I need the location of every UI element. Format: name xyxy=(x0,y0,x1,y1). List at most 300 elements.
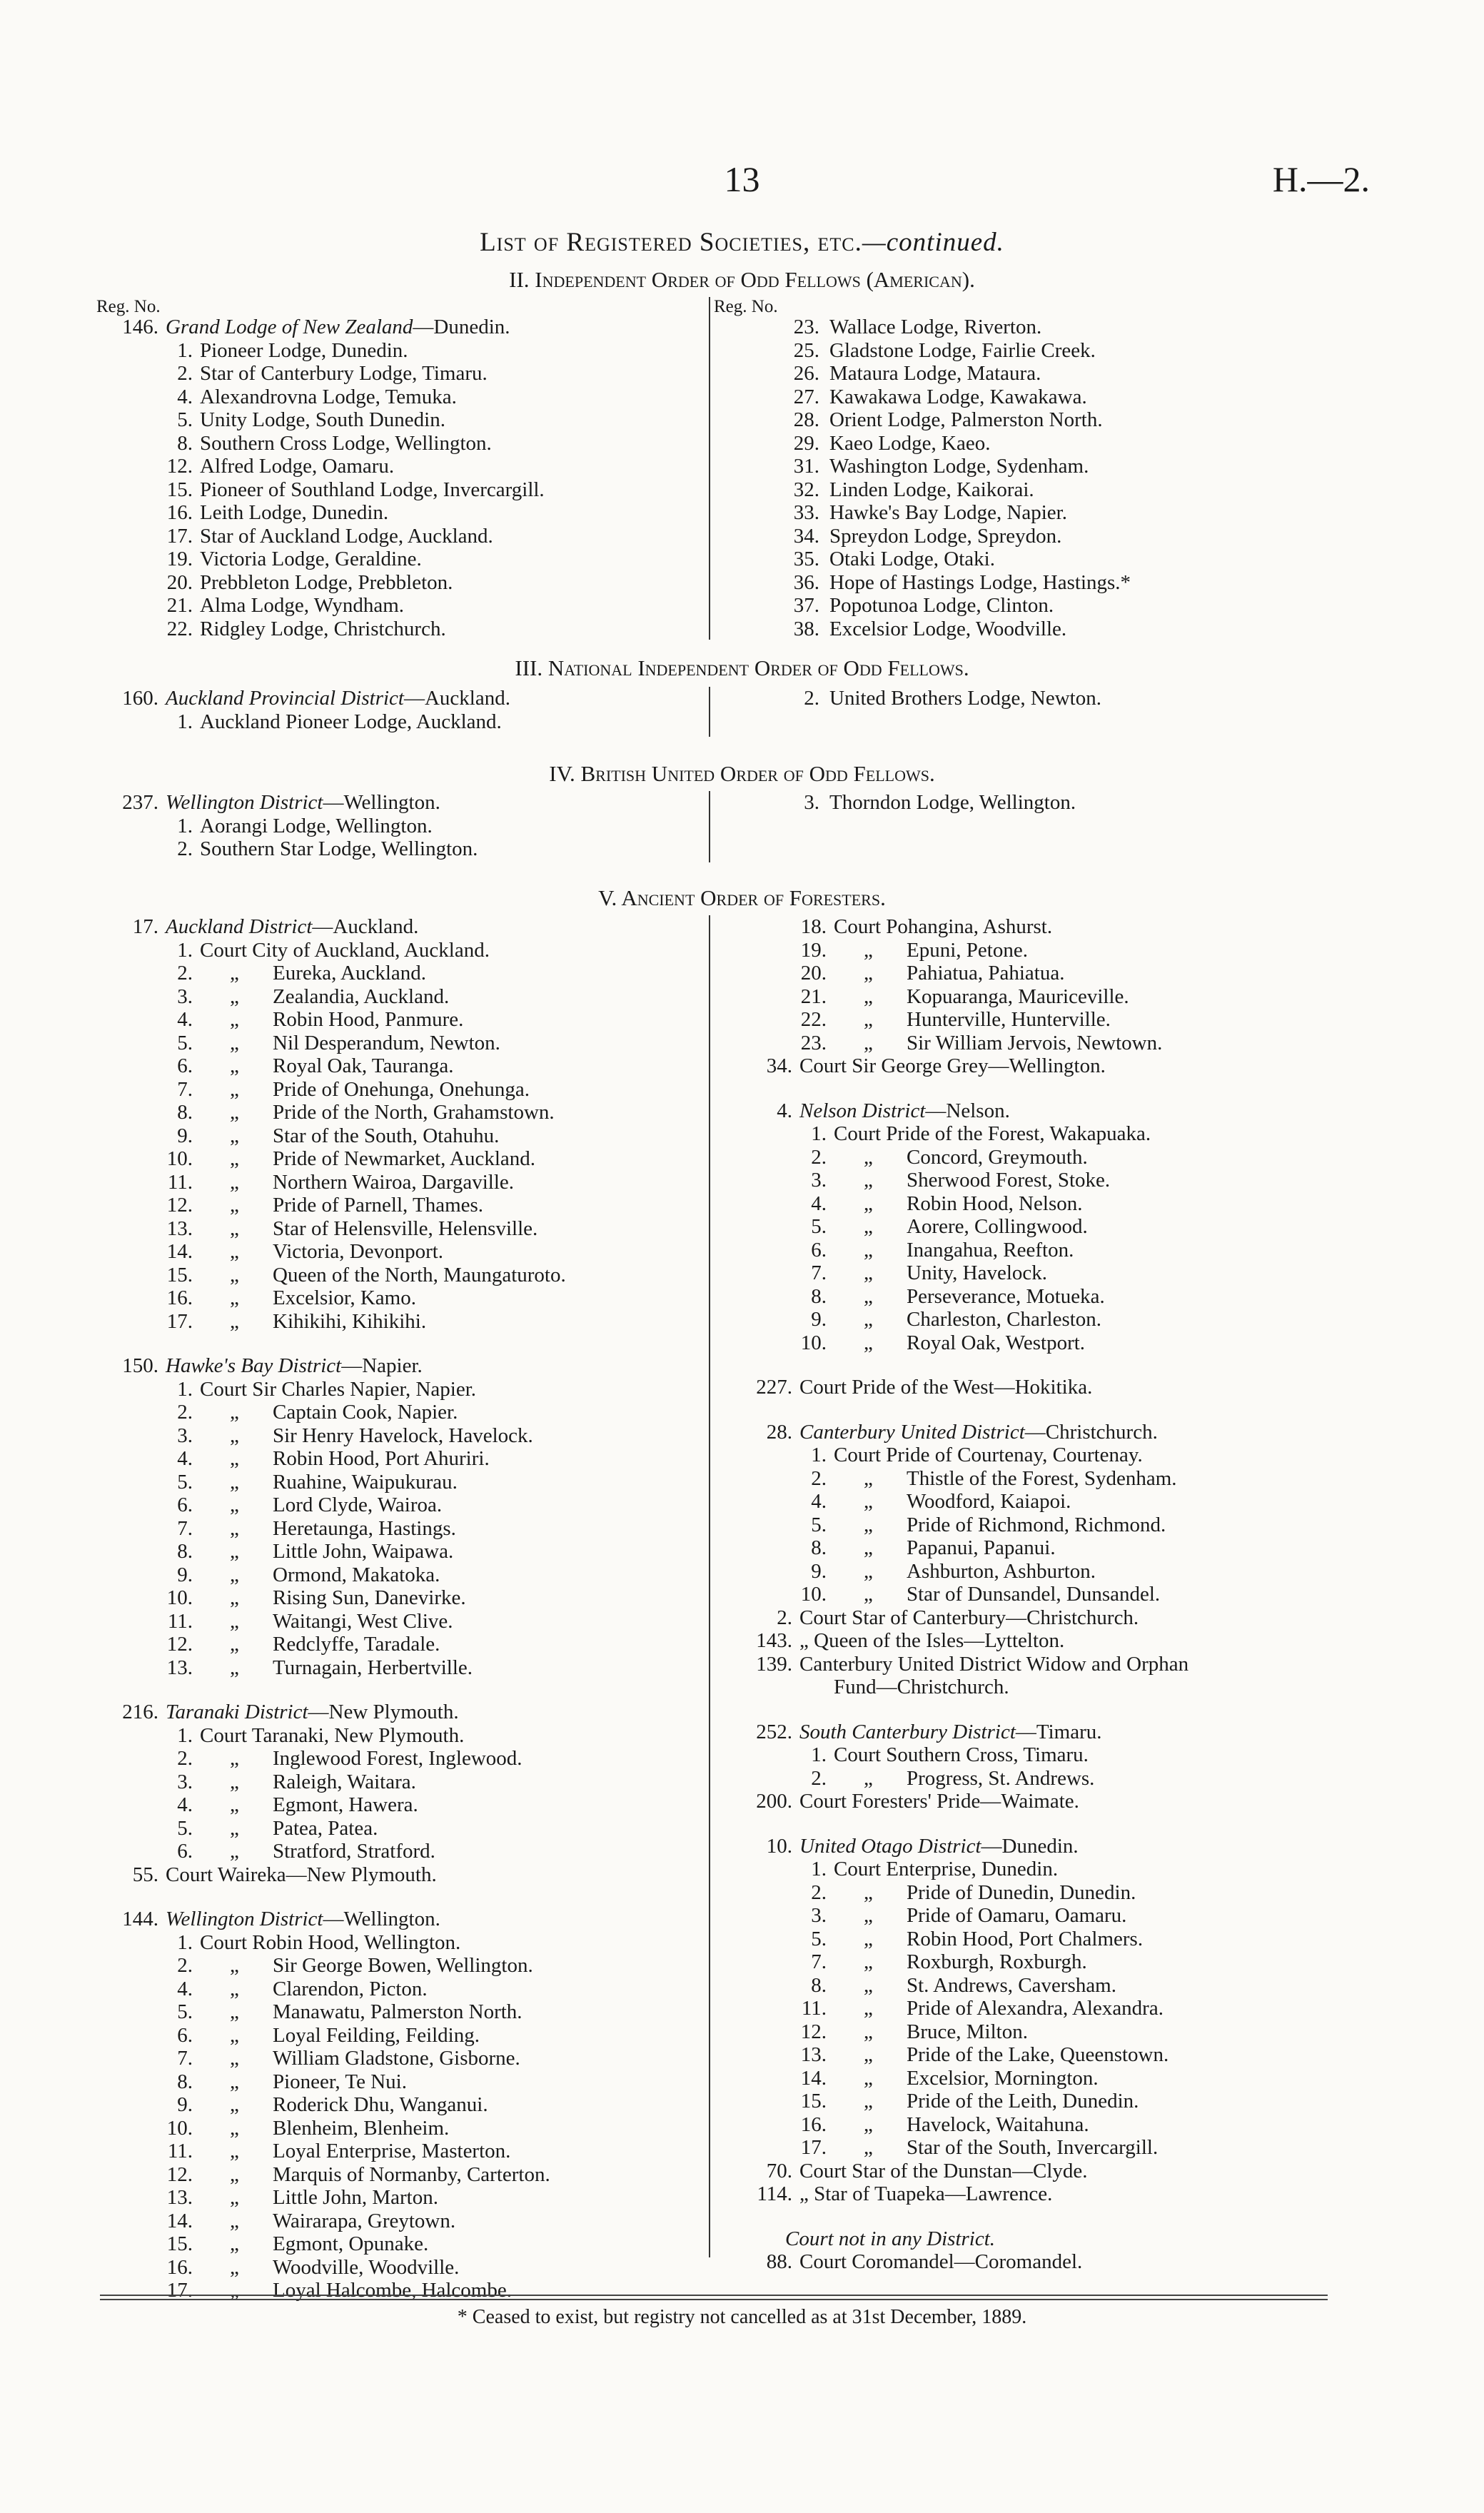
entry-text xyxy=(273,1610,453,1633)
reg-number: 29. xyxy=(793,431,819,455)
entry-text xyxy=(799,1629,1064,1652)
entry-part: Unity Lodge, South Dunedin. xyxy=(200,408,445,431)
reg-number: 13. xyxy=(166,1656,193,1679)
reg-number: 4. xyxy=(177,1447,193,1470)
reg-number: 1. xyxy=(177,1930,193,1954)
entry-text xyxy=(273,1793,418,1816)
entry-text xyxy=(829,571,1131,594)
entry-part: Court Waireka—New Plymouth. xyxy=(166,1863,437,1886)
reg-number: 15. xyxy=(166,2232,193,2255)
entry-part: —Christchurch. xyxy=(1024,1420,1158,1444)
ditto-mark: „ xyxy=(230,1977,239,2000)
reg-number: 7. xyxy=(177,1516,193,1540)
entry-text xyxy=(166,1701,459,1723)
ditto-mark: „ xyxy=(230,2279,239,2302)
entry-part: Progress, St. Andrews. xyxy=(907,1766,1095,1790)
entry-text xyxy=(273,1101,555,1124)
entry-part: Alexandrovna Lodge, Temuka. xyxy=(200,385,457,408)
entry-text xyxy=(200,571,453,594)
reg-number: 88. xyxy=(766,2250,792,2273)
reg-number: 21. xyxy=(800,984,827,1008)
reg-number: 1. xyxy=(811,1122,827,1145)
ditto-mark: „ xyxy=(230,2070,239,2093)
entry-text xyxy=(907,1215,1088,1238)
entry-text xyxy=(799,2160,1088,2182)
entry-part: Kaeo Lodge, Kaeo. xyxy=(829,431,991,455)
entry-text xyxy=(799,1606,1139,1629)
entry-part: —Dunedin. xyxy=(413,316,510,338)
reg-number: 33. xyxy=(793,501,819,524)
entry-text xyxy=(273,1563,440,1586)
entry-part: Court City of Auckland, Auckland. xyxy=(200,938,490,962)
ditto-mark: „ xyxy=(230,1170,239,1194)
entry-part: Hawke's Bay Lodge, Napier. xyxy=(829,501,1067,524)
reg-number: 14. xyxy=(166,2209,193,2232)
entry-part: Royal Oak, Westport. xyxy=(907,1331,1086,1354)
reg-number: 3. xyxy=(177,1770,193,1793)
ditto-mark: „ xyxy=(864,1536,873,1559)
entry-part: Kihikihi, Kihikihi. xyxy=(273,1309,427,1333)
entry-text xyxy=(907,2090,1139,2112)
entry-part: Pahiatua, Pahiatua. xyxy=(907,962,1065,984)
entry-text xyxy=(834,1676,1009,1698)
reg-number: 6. xyxy=(177,2023,193,2047)
entry-text xyxy=(273,1747,523,1770)
reg-number: 28. xyxy=(793,408,819,431)
entry-part: Ashburton, Ashburton. xyxy=(907,1559,1096,1583)
entry-part: Court Pride of Courtenay, Courtenay. xyxy=(834,1444,1143,1466)
entry-text xyxy=(273,1540,453,1563)
reg-number: 32. xyxy=(793,478,819,501)
reg-number: 17. xyxy=(132,915,158,938)
entry-part: „ Queen of the Isles—Lyttelton. xyxy=(799,1629,1065,1652)
ditto-mark: „ xyxy=(230,1586,239,1609)
entry-part: Papanui, Papanui. xyxy=(907,1536,1056,1559)
entry-text xyxy=(907,962,1064,984)
entry-text xyxy=(799,1421,1158,1444)
entry-text xyxy=(273,2024,480,2047)
entry-part: —Wellington. xyxy=(323,791,440,814)
entry-text xyxy=(166,1908,440,1930)
entry-part: Court Pride of the West—Hokitika. xyxy=(799,1376,1093,1399)
entry-part: Pride of Parnell, Thames. xyxy=(273,1194,484,1217)
reg-number: 14. xyxy=(166,1240,193,1263)
entry-text xyxy=(829,339,1096,362)
entry-text xyxy=(907,1950,1087,1973)
entry-part: Zealandia, Auckland. xyxy=(273,984,450,1008)
ditto-mark: „ xyxy=(864,1927,873,1950)
entry-text xyxy=(273,2163,550,2186)
ditto-mark: „ xyxy=(864,1261,873,1284)
entry-text xyxy=(834,1122,1151,1145)
ditto-mark: „ xyxy=(864,1308,873,1331)
section-heading-iv: IV. British United Order of Odd Fellows. xyxy=(549,761,935,786)
reg-number: 10. xyxy=(166,1147,193,1170)
entry-text xyxy=(200,815,433,837)
entry-part: Blenheim, Blenheim. xyxy=(273,2116,450,2140)
ditto-mark: „ xyxy=(864,1008,873,1031)
entry-text xyxy=(200,837,478,860)
entry-part: Court Star of Canterbury—Christchurch. xyxy=(799,1606,1139,1629)
reg-number: 11. xyxy=(167,2140,193,2162)
entry-text xyxy=(907,1583,1160,1606)
entry-part: Southern Star Lodge, Wellington. xyxy=(200,837,478,860)
ditto-mark: „ xyxy=(864,1583,873,1606)
ditto-mark: „ xyxy=(230,1609,239,1633)
reg-number: 22. xyxy=(800,1008,827,1031)
entry-part: Thorndon Lodge, Wellington. xyxy=(829,791,1076,814)
entry-part: Robin Hood, Panmure. xyxy=(273,1008,464,1031)
entry-part: Clarendon, Picton. xyxy=(273,1977,428,2000)
entry-text xyxy=(200,618,446,640)
entry-text xyxy=(829,386,1087,408)
district-name: Taranaki District xyxy=(166,1701,308,1723)
entry-part: Kawakawa Lodge, Kawakawa. xyxy=(829,385,1087,408)
reg-number: 34. xyxy=(793,524,819,548)
entry-part: —Auckland. xyxy=(312,915,419,938)
entry-text xyxy=(799,2250,1082,2273)
entry-text xyxy=(273,1954,533,1977)
ditto-mark: „ xyxy=(230,1424,239,1447)
ditto-mark: „ xyxy=(864,1238,873,1261)
entry-text xyxy=(907,1308,1101,1331)
reg-number: 3. xyxy=(177,984,193,1008)
reg-number: 3. xyxy=(177,1424,193,1447)
entry-text xyxy=(273,1424,533,1447)
entry-text xyxy=(799,1054,1106,1077)
entry-text xyxy=(829,687,1101,710)
entry-part: Redclyffe, Taradale. xyxy=(273,1633,440,1656)
ditto-mark: „ xyxy=(864,1513,873,1536)
reg-number: 1. xyxy=(177,710,193,733)
entry-text xyxy=(907,2113,1089,2136)
ditto-mark: „ xyxy=(864,938,873,962)
entry-text xyxy=(799,1653,1188,1676)
entry-part: Manawatu, Palmerston North. xyxy=(273,2000,523,2023)
reg-number: 252. xyxy=(756,1720,792,1743)
reg-number: 143. xyxy=(756,1629,792,1652)
entry-part: Pride of Richmond, Richmond. xyxy=(907,1513,1166,1536)
entry-text xyxy=(273,2186,438,2209)
entry-part: Pride of Newmarket, Auckland. xyxy=(273,1147,536,1170)
ditto-mark: „ xyxy=(864,1559,873,1583)
entry-part: Gladstone Lodge, Fairlie Creek. xyxy=(829,338,1096,362)
entry-text xyxy=(907,2043,1168,2066)
district-name: South Canterbury District xyxy=(799,1720,1016,1743)
reg-number: 114. xyxy=(757,2182,792,2205)
reg-number: 4. xyxy=(777,1099,792,1122)
entry-text xyxy=(907,1192,1083,1215)
reg-number: 8. xyxy=(177,2070,193,2093)
entry-part: Pride of Onehunga, Onehunga. xyxy=(273,1077,530,1101)
entry-text xyxy=(273,1471,458,1494)
entry-text xyxy=(799,1099,1010,1122)
entry-text xyxy=(907,1285,1105,1308)
ditto-mark: „ xyxy=(230,1124,239,1147)
entry-part: Captain Cook, Napier. xyxy=(273,1401,458,1424)
reg-number: 22. xyxy=(166,617,193,640)
entry-text xyxy=(907,1881,1136,1904)
entry-text xyxy=(273,1217,537,1240)
reg-number: 200. xyxy=(756,1790,792,1813)
entry-text xyxy=(273,1656,473,1679)
entry-part: Waitangi, West Clive. xyxy=(273,1609,453,1633)
entry-text xyxy=(273,2232,428,2255)
reg-number: 7. xyxy=(177,1077,193,1101)
entry-text xyxy=(273,2047,520,2070)
reg-number: 13. xyxy=(166,2186,193,2209)
ditto-mark: „ xyxy=(230,962,239,984)
entry-text xyxy=(785,2227,995,2250)
entry-text xyxy=(799,1790,1079,1813)
entry-part: St. Andrews, Caversham. xyxy=(907,1973,1116,1997)
reg-number: 5. xyxy=(811,1215,827,1238)
entry-text xyxy=(907,1560,1096,1583)
entry-part: Epuni, Petone. xyxy=(907,938,1028,962)
column-divider xyxy=(709,915,710,2257)
entry-part: Nil Desperandum, Newton. xyxy=(273,1031,500,1054)
reg-number: 19. xyxy=(800,938,827,962)
ditto-mark: „ xyxy=(230,1240,239,1263)
reg-number: 31. xyxy=(793,455,819,478)
reg-number: 8. xyxy=(811,1536,827,1559)
ditto-mark: „ xyxy=(864,1215,873,1238)
entry-part: Sir Henry Havelock, Havelock. xyxy=(273,1424,533,1447)
entry-text xyxy=(907,1169,1110,1192)
entry-part: Ridgley Lodge, Christchurch. xyxy=(200,617,446,640)
reg-number: 15. xyxy=(800,2090,827,2112)
district-name: Grand Lodge of New Zealand xyxy=(166,316,413,338)
entry-part: Spreydon Lodge, Spreydon. xyxy=(829,524,1062,548)
entry-part: Canterbury United District Widow and Orphan xyxy=(799,1652,1189,1676)
reg-number: 12. xyxy=(166,2162,193,2186)
entry-text xyxy=(907,939,1028,962)
entry-part: Pride of Dunedin, Dunedin. xyxy=(907,1880,1136,1904)
section-heading-v: V. Ancient Order of Foresters. xyxy=(598,885,886,910)
entry-part: Woodville, Woodville. xyxy=(273,2255,460,2279)
entry-text xyxy=(273,1978,428,2000)
entry-text xyxy=(829,501,1067,524)
entry-text xyxy=(907,2136,1158,2159)
reg-number: 14. xyxy=(800,2066,827,2090)
entry-part: Loyal Feilding, Feilding. xyxy=(273,2023,480,2047)
entry-part: Court Sir George Grey—Wellington. xyxy=(799,1054,1106,1077)
entry-part: Star of Dunsandel, Dunsandel. xyxy=(907,1583,1161,1606)
entry-part: Sir William Jervois, Newtown. xyxy=(907,1031,1163,1054)
ditto-mark: „ xyxy=(230,2093,239,2116)
entry-text xyxy=(273,1517,456,1540)
reg-number: 17. xyxy=(166,524,193,548)
entry-text xyxy=(273,1840,435,1863)
entry-part: Robin Hood, Port Chalmers. xyxy=(907,1927,1144,1950)
ditto-mark: „ xyxy=(230,1516,239,1540)
column-divider xyxy=(709,687,710,737)
reg-number: 8. xyxy=(811,1973,827,1997)
reg-number: 3. xyxy=(811,1904,827,1927)
entry-part: Fund—Christchurch. xyxy=(834,1676,1009,1698)
ditto-mark: „ xyxy=(230,1031,239,1054)
entry-text xyxy=(166,316,510,338)
reg-number: 4. xyxy=(177,1008,193,1031)
entry-part: Sir George Bowen, Wellington. xyxy=(273,1954,533,1977)
reg-number: 150. xyxy=(122,1354,158,1377)
entry-part: Auckland Pioneer Lodge, Auckland. xyxy=(200,710,502,733)
entry-part: Victoria Lodge, Geraldine. xyxy=(200,548,422,570)
reg-number: 9. xyxy=(811,1308,827,1331)
entry-text xyxy=(200,501,388,524)
entry-text xyxy=(829,548,995,570)
entry-text xyxy=(829,618,1066,640)
district-name: Auckland District xyxy=(166,915,313,938)
entry-text xyxy=(273,1286,416,1309)
entry-text xyxy=(907,1904,1126,1927)
entry-part: Pride of Oamaru, Oamaru. xyxy=(907,1904,1127,1927)
entry-text xyxy=(829,362,1041,385)
ditto-mark: „ xyxy=(230,1656,239,1679)
entry-text xyxy=(907,985,1129,1008)
entry-part: Concord, Greymouth. xyxy=(907,1145,1088,1169)
entry-part: Bruce, Milton. xyxy=(907,2020,1028,2043)
entry-text xyxy=(200,455,394,478)
ditto-mark: „ xyxy=(864,1284,873,1308)
reg-number: 10. xyxy=(166,2116,193,2140)
entry-text xyxy=(200,710,502,733)
entry-text xyxy=(834,1444,1143,1466)
entry-text xyxy=(200,1724,464,1747)
district-name: Court not in any District. xyxy=(785,2227,996,2250)
ditto-mark: „ xyxy=(230,2232,239,2255)
ditto-mark: „ xyxy=(230,1633,239,1656)
entry-part: Court Pohangina, Ashurst. xyxy=(834,915,1053,938)
entry-text xyxy=(273,1171,514,1194)
entry-text xyxy=(166,1863,437,1886)
reg-number: 1. xyxy=(177,1723,193,1747)
ditto-mark: „ xyxy=(864,1331,873,1354)
entry-part: Excelsior Lodge, Woodville. xyxy=(829,617,1067,640)
reg-number: 11. xyxy=(801,1997,827,2020)
reg-number: 7. xyxy=(811,1950,827,1973)
entry-text xyxy=(273,1817,378,1840)
entry-part: Star of Helensville, Helensville. xyxy=(273,1217,538,1240)
reg-number: 139. xyxy=(756,1652,792,1676)
ditto-mark: „ xyxy=(864,2090,873,2112)
reg-number: 5. xyxy=(177,1816,193,1840)
entry-part: Leith Lodge, Dunedin. xyxy=(200,501,389,524)
reg-number: 11. xyxy=(167,1609,193,1633)
entry-text xyxy=(907,2020,1028,2043)
ditto-mark: „ xyxy=(230,2023,239,2047)
entry-text xyxy=(273,2210,455,2232)
entry-text xyxy=(829,525,1061,548)
ditto-mark: „ xyxy=(230,2186,239,2209)
entry-text xyxy=(273,985,449,1008)
entry-part: Court Robin Hood, Wellington. xyxy=(200,1930,461,1954)
entry-text xyxy=(200,362,488,385)
entry-part: Ormond, Makatoka. xyxy=(273,1563,440,1586)
reg-number: 8. xyxy=(811,1284,827,1308)
entry-part: Patea, Patea. xyxy=(273,1816,378,1840)
reg-number: 4. xyxy=(177,1793,193,1816)
ditto-mark: „ xyxy=(230,2140,239,2162)
entry-part: Alfred Lodge, Oamaru. xyxy=(200,455,395,478)
entry-part: Ruahine, Waipukurau. xyxy=(273,1470,458,1494)
entry-text xyxy=(273,1447,490,1470)
district-name: Canterbury United District xyxy=(799,1420,1025,1444)
reg-number: 6. xyxy=(177,1494,193,1516)
entry-text xyxy=(907,1008,1111,1031)
ditto-mark: „ xyxy=(230,1194,239,1217)
ditto-mark: „ xyxy=(230,2047,239,2070)
entry-part: Raleigh, Waitara. xyxy=(273,1770,416,1793)
page-number: 13 xyxy=(724,159,760,199)
reg-number: 2. xyxy=(177,837,193,860)
entry-text xyxy=(907,1974,1116,1997)
entry-text xyxy=(200,478,545,501)
district-name: Auckland Provincial District xyxy=(166,687,404,710)
reg-number: 23. xyxy=(800,1031,827,1054)
reg-number: 21. xyxy=(166,594,193,617)
entry-part: Hunterville, Hunterville. xyxy=(907,1008,1111,1031)
entry-part: Heretaunga, Hastings. xyxy=(273,1516,456,1540)
entry-part: Havelock, Waitahuna. xyxy=(907,2112,1089,2136)
entry-part: Linden Lodge, Kaikorai. xyxy=(829,478,1034,501)
reg-number: 25. xyxy=(793,338,819,362)
entry-part: Lord Clyde, Wairoa. xyxy=(273,1494,443,1516)
reg-number: 13. xyxy=(166,1217,193,1240)
reg-number: 6. xyxy=(177,1054,193,1077)
reg-number: 15. xyxy=(166,1263,193,1286)
ditto-mark: „ xyxy=(864,2020,873,2043)
entry-part: Robin Hood, Nelson. xyxy=(907,1192,1083,1215)
ditto-mark: „ xyxy=(230,1470,239,1494)
reg-number: 7. xyxy=(811,1261,827,1284)
ditto-mark: „ xyxy=(864,2043,873,2066)
entry-part: Pioneer, Te Nui. xyxy=(273,2070,407,2093)
reg-number: 70. xyxy=(766,2159,792,2182)
entry-text xyxy=(907,2067,1099,2090)
entry-part: Court Star of the Dunstan—Clyde. xyxy=(799,2159,1088,2182)
ditto-mark: „ xyxy=(230,1101,239,1124)
entry-part: Loyal Halcombe, Halcombe. xyxy=(273,2279,512,2302)
entry-part: Excelsior, Mornington. xyxy=(907,2066,1099,2090)
entry-part: Popotunoa Lodge, Clinton. xyxy=(829,594,1054,617)
entry-part: Robin Hood, Port Ahuriri. xyxy=(273,1447,490,1470)
reg-number: 9. xyxy=(177,2093,193,2116)
entry-text xyxy=(166,791,440,814)
entry-part: —Nelson. xyxy=(925,1099,1010,1122)
entry-text xyxy=(273,2093,488,2116)
entry-text xyxy=(200,386,457,408)
reg-number: 3. xyxy=(811,1169,827,1192)
entry-part: Charleston, Charleston. xyxy=(907,1308,1102,1331)
ditto-mark: „ xyxy=(230,1077,239,1101)
reg-number: 7. xyxy=(177,2047,193,2070)
entry-part: Queen of the North, Maungaturoto. xyxy=(273,1263,566,1286)
entry-text xyxy=(907,1467,1177,1490)
reg-number: 2. xyxy=(177,362,193,385)
ditto-mark: „ xyxy=(230,1286,239,1309)
reg-number: 4. xyxy=(811,1490,827,1513)
entry-text xyxy=(200,1378,476,1401)
reg-number: 1. xyxy=(811,1444,827,1466)
ditto-mark: „ xyxy=(864,1145,873,1169)
entry-text xyxy=(829,478,1034,501)
entry-text xyxy=(273,2140,510,2162)
entry-text xyxy=(273,1032,500,1054)
reg-number: 16. xyxy=(166,2255,193,2279)
entry-text xyxy=(273,1771,416,1793)
district-name: Wellington District xyxy=(166,1908,323,1930)
